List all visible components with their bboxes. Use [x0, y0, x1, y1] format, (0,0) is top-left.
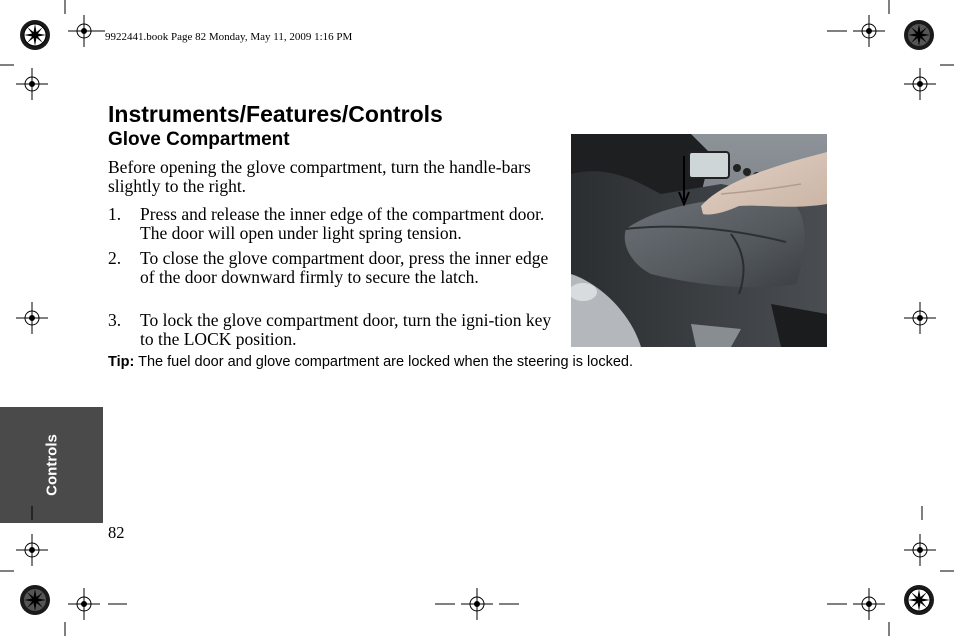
step-text: To close the glove compartment door, press the inner edge of the door downward firmly to secure the latch.: [140, 248, 549, 287]
tip-text: The fuel door and glove compartment are locked when the steering is locked.: [138, 354, 633, 370]
registration-mark: [904, 534, 936, 566]
registration-mark: [904, 68, 936, 100]
registration-mark: [853, 15, 885, 47]
tip-label: Tip:: [108, 354, 135, 370]
side-tab-label: Controls: [43, 434, 60, 496]
registration-mark: [16, 302, 48, 334]
step-number: 3.: [108, 310, 122, 330]
registration-mark: [16, 534, 48, 566]
step-text: To lock the glove compartment door, turn the igni-tion key to the LOCK position.: [140, 310, 552, 349]
registration-mark: [68, 15, 100, 47]
registration-mark: [904, 302, 936, 334]
star-target-mark: [20, 20, 50, 50]
header-file-info: 9922441.book Page 82 Monday, May 11, 2009 1:16 PM: [105, 31, 353, 43]
registration-mark: [853, 588, 885, 620]
star-target-mark: [20, 585, 50, 615]
step-number: 1.: [108, 204, 122, 224]
page-title: Instruments/Features/Controls: [108, 101, 443, 127]
registration-mark: [16, 68, 48, 100]
page-number: 82: [108, 523, 125, 542]
registration-mark: [461, 588, 493, 620]
step-text: Press and release the inner edge of the compartment door. The door will open under light spring tension.: [140, 204, 545, 243]
section-title: Glove Compartment: [108, 129, 290, 150]
registration-mark: [68, 588, 100, 620]
star-target-mark: [904, 20, 934, 50]
intro-paragraph: Before opening the glove compartment, turn the handle-bars slightly to the right.: [108, 157, 531, 196]
star-target-mark: [904, 585, 934, 615]
step-number: 2.: [108, 248, 122, 268]
